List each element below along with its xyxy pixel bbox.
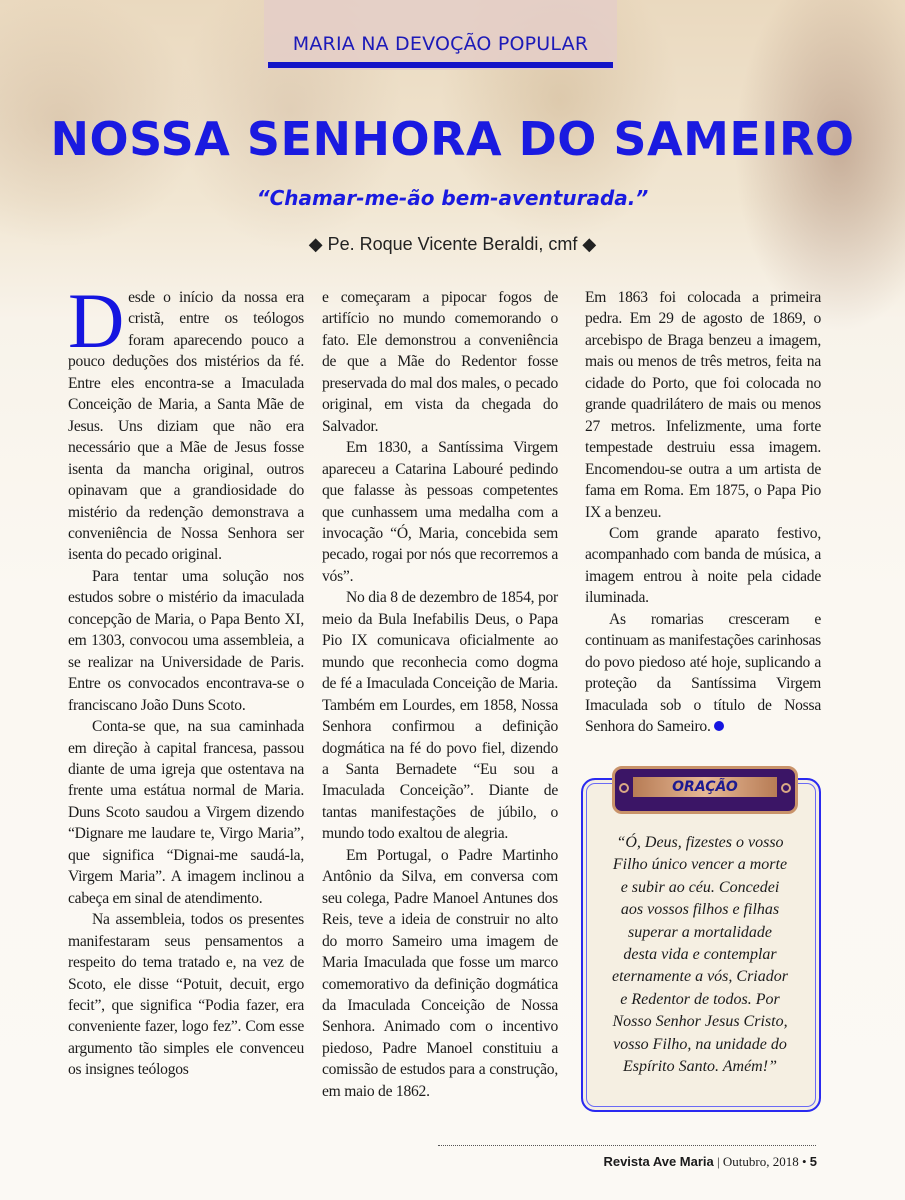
page-footer bbox=[603, 1154, 817, 1170]
paragraph: Em Portugal, o Padre Martinho Antônio da Silva, em conversa com seu colega, Padre Manoel Antunes dos Reis, teve a ideia de construir no alto do morro Sameiro uma imagem de Maria Imaculada que fosse um marco comemorativo da definição dogmática da Imaculada Conceição de Nossa Senhora. Animado com o incentivo piedoso, Padre Manoel constituiu a comissão de estudos para a construção, em maio de 1862. bbox=[322, 846, 558, 1100]
article-column-3 bbox=[585, 287, 821, 738]
paragraph: As romarias cresceram e continuam as manifestações carinhosas do povo piedoso até hoje, suplicando a proteção da Santíssima Virgem Imaculada sob o título de Nossa Senhora do Sameiro. bbox=[585, 610, 821, 736]
drop-cap: D bbox=[68, 277, 125, 364]
article-author: ◆ Pe. Roque Vicente Beraldi, cmf ◆ bbox=[308, 234, 597, 254]
magazine-name: Revista Ave Maria bbox=[603, 1154, 714, 1169]
article-title: NOSSA SENHORA DO SAMEIRO bbox=[50, 112, 855, 166]
ornament-icon bbox=[781, 783, 791, 793]
ornament-icon bbox=[619, 783, 629, 793]
paragraph: Em 1830, a Santíssima Virgem apareceu a Catarina Labouré pedindo que falasse às pessoas competentes que cunhassem uma medalha com a invocação “Ó, Maria, concebida sem pecado, rogai por nós que recorremos a vós”. bbox=[322, 439, 559, 585]
paragraph: Desde o início da nossa era cristã, entre os teólogos foram aparecendo pouco a pouco deduções dos mistérios da fé. Entre eles encontra-se a Imaculada Conceição de Maria, a Santa Mãe de Jesus. Uns diziam que não era necessário que a Mãe de Jesus fosse isenta da mancha original, outros opinavam que a grandiosidade do mistério da redenção demonstrava a conveniência de Nossa Senhora ser isenta do pecado original. bbox=[68, 277, 304, 564]
paragraph: Com grande aparato festivo, acompanhado com banda de música, a imagem entrou à noite pela cidade iluminada. bbox=[585, 524, 821, 607]
issue-date: | Outubro, 2018 • bbox=[717, 1154, 807, 1169]
section-rule bbox=[268, 62, 613, 68]
paragraph: e começaram a pipocar fogos de artifício no mundo comemorando o fato. Ele demonstrou a conveniência de que a Mãe do Redentor fosse preservada do mal dos males, o pecado original, em vista da chegada do Salvador. bbox=[322, 289, 558, 435]
paragraph: Em 1863 foi colocada a primeira pedra. Em 29 de agosto de 1869, o arcebispo de Braga benzeu a imagem, mais ou menos de três metros, feita na cidade do Porto, que foi colocada no grande quadrilátero de mais ou menos 27 metros. Infelizmente, uma forte tempestade destruiu essa imagem. Encomendou-se outra a um artista de fama em Roma. Em 1875, o Papa Pio IX a benzeu. bbox=[585, 289, 821, 521]
paragraph: Para tentar uma solução nos estudos sobre o mistério da imaculada concepção de Maria, o Papa Bento XI, em 1303, convocou uma assembleia, a se realizar na Universidade de Paris. Entre os convocados encontrava-se o franciscano João Duns Scoto. bbox=[68, 567, 304, 714]
prayer-plaque bbox=[612, 766, 798, 814]
prayer-heading: ORAÇÃO bbox=[633, 777, 777, 797]
article-column-1 bbox=[68, 277, 304, 1081]
footer-divider bbox=[438, 1145, 816, 1146]
section-label: MARIA NA DEVOÇÃO POPULAR bbox=[292, 33, 589, 55]
article-subtitle: “Chamar-me-ão bem-aventurada.” bbox=[256, 186, 649, 210]
paragraph: No dia 8 de dezembro de 1854, por meio da Bula Inefabilis Deus, o Papa Pio IX comunicava oficialmente ao mundo que reconhecia como dogma de fé a Imaculada Conceição de Maria. Também em Lourdes, em 1858, Nossa Senhora confirmou a definição dogmática na fé do povo fiel, dizendo a Santa Bernadete “Eu sou a Imaculada Conceição”. Diante de tantas manifestações de júbilo, o mundo todo exaltou de alegria. bbox=[322, 589, 558, 843]
section-header bbox=[264, 0, 617, 70]
article-column-2 bbox=[322, 287, 558, 1102]
paragraph: Na assembleia, todos os presentes manifestaram seus pensamentos a respeito do tema tratado e, na vez de Scoto, ele disse “Potuit, decuit, ergo fecit”, que significa “Podia fazer, era conveniente fazer, logo fez”. Com esse argumento tão simples ele convenceu os insignes teólogos bbox=[68, 911, 304, 1079]
end-mark-icon bbox=[714, 721, 724, 731]
paragraph: Conta-se que, na sua caminhada em direção à capital francesa, passou diante de uma igreja que ostentava na frente uma estátua normal de Maria. Duns Scoto saudou a Virgem dizendo “Dignare me laudare te, Virgo Maria”, que significa “Dignai-me saudá-la, Virgem Maria”. A imagem inclinou a cabeça em sinal de atendimento. bbox=[68, 718, 304, 907]
prayer-text: “Ó, Deus, fizestes o vosso Filho único vencer a morte e subir ao céu. Concedei aos vossos filhos e filhas superar a mortalidade desta vida e contemplar eternamente a vós, Criador e Redentor de todos. Por Nosso Senhor Jesus Cristo, vosso Filho, na unidade do Espírito Santo. Amém!” bbox=[612, 834, 788, 1076]
page-number: 5 bbox=[809, 1154, 817, 1169]
